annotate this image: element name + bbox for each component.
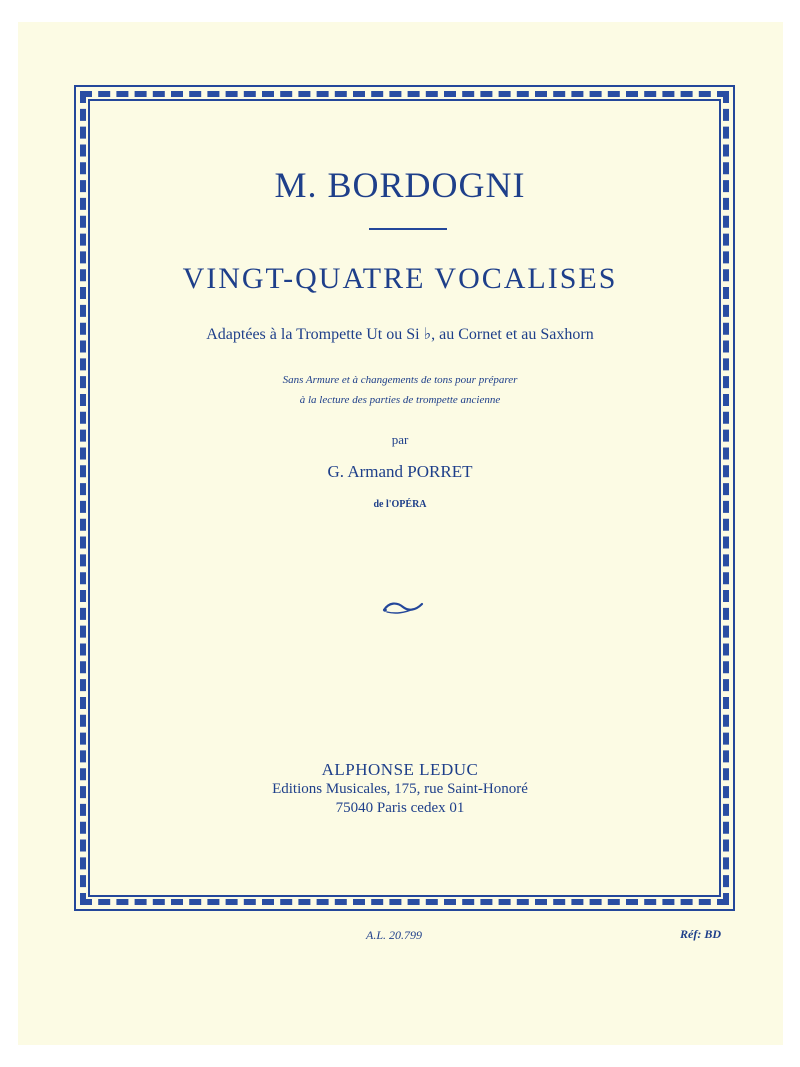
by-label: par [391,432,409,447]
instrumentation-subtitle: Adaptées à la Trompette Ut ou Si ♭, au Cornet et au Saxhorn [206,326,594,343]
composer-name: M. BORDOGNI [274,165,526,205]
flourish-ornament-icon [381,598,425,616]
plate-number: A.L. 20.799 [366,928,423,942]
reference-code: Réf: BD [680,927,721,941]
arranger-name: G. Armand PORRET [327,462,473,481]
publisher-address-line-1: Editions Musicales, 175, rue Saint-Honoré [272,781,528,797]
arranger-affiliation: de l'OPÉRA [373,499,427,510]
publisher-name: ALPHONSE LEDUC [321,760,479,779]
description-line-1: Sans Armure et à changements de tons pour préparer [282,374,518,386]
publisher-address-line-2: 75040 Paris cedex 01 [335,800,465,816]
description-line-2: à la lecture des parties de trompette ancienne [299,394,501,406]
title-divider [369,228,447,230]
work-title: VINGT-QUATRE VOCALISES [182,262,618,295]
